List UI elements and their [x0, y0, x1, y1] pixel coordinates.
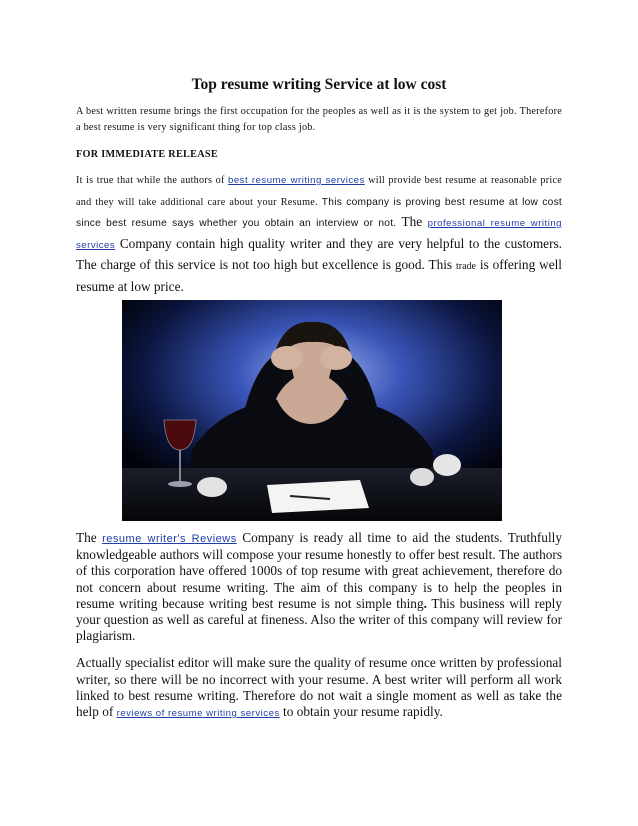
professional-resume-writing-services-link[interactable]: professional resume writing services [76, 218, 563, 251]
lower-section [76, 530, 562, 722]
resume-writers-reviews-link[interactable]: resume writer's Reviews [102, 533, 237, 545]
paragraph-1 [76, 169, 562, 296]
paragraph-3 [76, 655, 562, 722]
intro-paragraph: A best written resume brings the first occupation for the peoples as well as it is the system to get job. Therefore a best resume is very significant thing for top class job. [76, 106, 562, 133]
p2-bold-period: . [423, 595, 427, 611]
p3-text-b: to obtain your resume rapidly. [279, 704, 443, 720]
p1-text-b: will provide best resume at reasonable price and they will take additional care about your Resume. [76, 175, 562, 208]
p1-text-e: Company contain high quality writer and they are very helpful to the customers. The charge of this service is not too high but excellence is good. This [76, 235, 562, 272]
p2-text-c: This business will reply your question as well as careful at fineness. Also the writer of this company will review for plagiarism. [76, 595, 562, 644]
p2-text-b: Company is ready all time to aid the students. Truthfully knowledgeable authors will compose your resume honestly to offer best result. The authors of this corporation have offered 1000s of top resume with great achievement, therefore do not concern about resume writing. The aim of this company is to help the peoples in resume writing because writing best resume is not simple thing [76, 530, 562, 611]
p1-text-g: is offering well resume at low price. [76, 257, 562, 294]
p1-text-c: This company is proving best resume at low cost since best resume says whether you obtain an interview or not. [76, 196, 562, 229]
release-heading: FOR IMMEDIATE RELEASE [76, 149, 218, 160]
document-title: Top resume writing Service at low cost [191, 76, 447, 93]
reviews-of-resume-writing-services-link[interactable]: reviews of resume writing services [116, 708, 280, 720]
p1-text-d: The [396, 214, 428, 229]
p2-text-a: The [76, 530, 103, 545]
p3-text-a: Actually specialist editor will make sure the quality of resume once written by professional writer, so there will be no incorrect with your resume. A best writer will perform all work linked to best resume writing. Therefore do not wait a single moment as well as take the help of [76, 655, 562, 720]
p1-text-f: trade [455, 261, 476, 272]
p1-text-a: It is true that while the authors of [76, 175, 228, 186]
stressed-man-photo [122, 300, 502, 521]
document-page [76, 76, 562, 296]
paragraph-2 [76, 530, 562, 644]
best-resume-writing-services-link[interactable]: best resume writing services [227, 175, 365, 186]
